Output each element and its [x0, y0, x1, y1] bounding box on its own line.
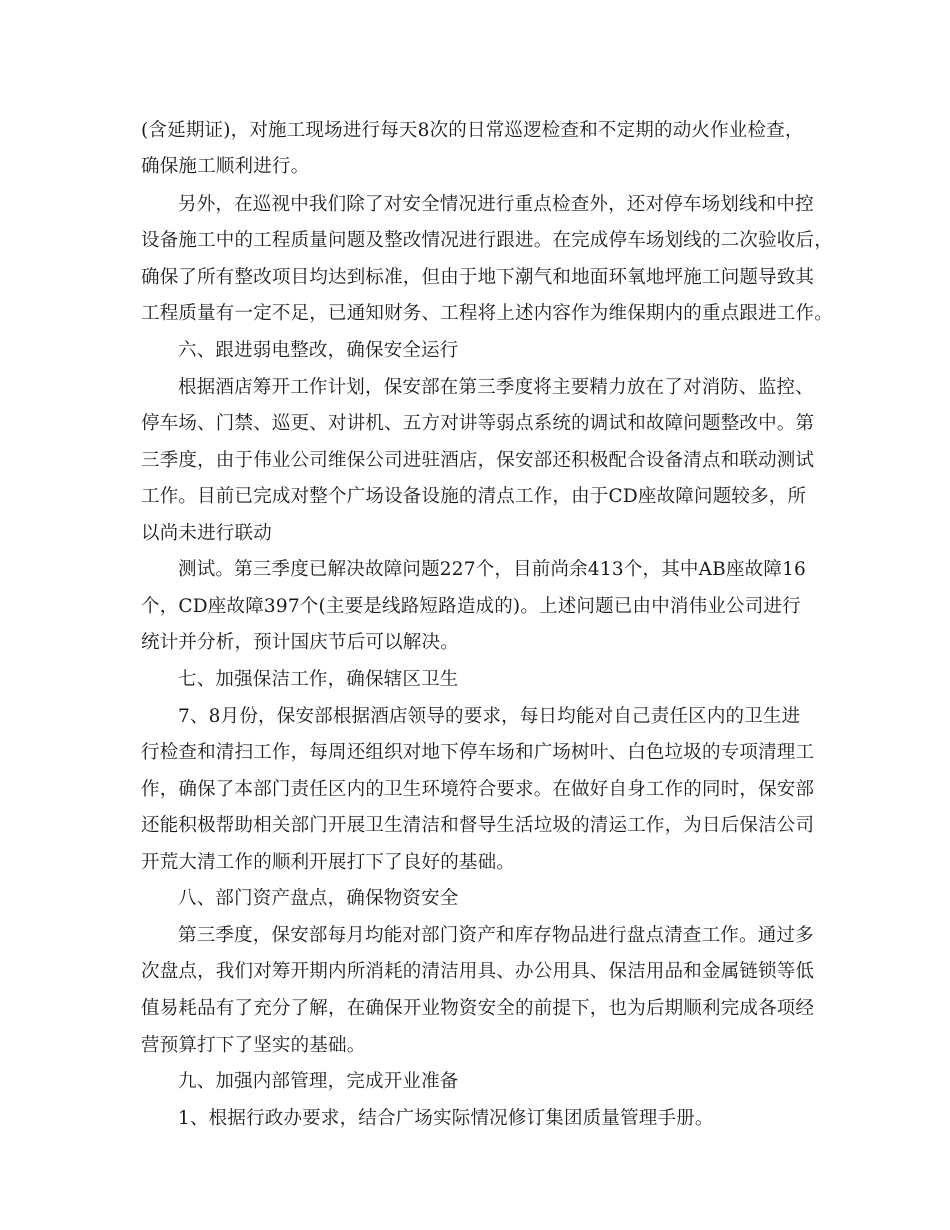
text-line: 行检查和清扫工作，每周还组织对地下停车场和广场树叶、白色垃圾的专项清理工 [141, 742, 815, 763]
text-line: 营预算打下了坚实的基础。 [141, 1035, 366, 1056]
paragraph-line: 另外，在巡视中我们除了对安全情况进行重点检查外，还对停车场划线和中控 [178, 194, 814, 215]
text-line: (含延期证)，对施工现场进行每天8次的日常巡逻检查和不定期的动火作业检查， [141, 120, 804, 141]
text-line: 个，CD座故障397个(主要是线路短路造成的)。上述问题已由中消伟业公司进行 [141, 596, 801, 617]
paragraph-line: 1、根据行政办要求，结合广场实际情况修订集团质量管理手册。 [178, 1108, 714, 1129]
section-heading: 九、加强内部管理，完成开业准备 [178, 1071, 459, 1092]
section-heading: 七、加强保洁工作，确保辖区卫生 [178, 669, 459, 690]
text-line: 三季度，由于伟业公司维保公司进驻酒店，保安部还积极配合设备清点和联动测试 [141, 450, 815, 471]
text-line: 作，确保了本部门责任区内的卫生环境符合要求。在做好自身工作的同时，保安部 [141, 779, 815, 800]
text-line: 工作。目前已完成对整个广场设备设施的清点工作，由于CD座故障问题较多，所 [141, 486, 807, 507]
text-line: 还能积极帮助相关部门开展卫生清洁和督导生活垃圾的清运工作，为日后保洁公司 [141, 815, 815, 836]
text-line: 确保了所有整改项目均达到标准，但由于地下潮气和地面环氧地坪施工问题导致其 [141, 267, 815, 288]
text-line: 确保施工顺利进行。 [141, 156, 310, 177]
paragraph-line: 测试。第三季度已解决故障问题227个，目前尚余413个，其中AB座故障16 [178, 559, 807, 580]
paragraph-line: 7、8月份，保安部根据酒店领导的要求，每日均能对自己责任区内的卫生进 [178, 706, 801, 727]
section-heading: 八、部门资产盘点，确保物资安全 [178, 888, 459, 909]
text-line: 以尚未进行联动 [141, 523, 272, 544]
text-line: 设备施工中的工程质量问题及整改情况进行跟进。在完成停车场划线的二次验收后， [141, 230, 833, 251]
text-line: 统计并分析，预计国庆节后可以解决。 [141, 632, 459, 653]
text-line: 停车场、门禁、巡更、对讲机、五方对讲等弱点系统的调试和故障问题整改中。第 [141, 413, 815, 434]
text-line: 工程质量有一定不足，已通知财务、工程将上述内容作为维保期内的重点跟进工作。 [141, 303, 833, 324]
section-heading: 六、跟进弱电整改，确保安全运行 [178, 340, 459, 361]
text-line: 值易耗品有了充分了解，在确保开业物资安全的前提下，也为后期顺利完成各项经 [141, 998, 815, 1019]
text-line: 开荒大清工作的顺利开展打下了良好的基础。 [141, 852, 516, 873]
text-line: 次盘点，我们对筹开期内所消耗的清洁用具、办公用具、保洁用品和金属链锁等低 [141, 961, 815, 982]
paragraph-line: 根据酒店筹开工作计划，保安部在第三季度将主要精力放在了对消防、监控、 [178, 377, 814, 398]
paragraph-line: 第三季度，保安部每月均能对部门资产和库存物品进行盘点清查工作。通过多 [178, 925, 814, 946]
